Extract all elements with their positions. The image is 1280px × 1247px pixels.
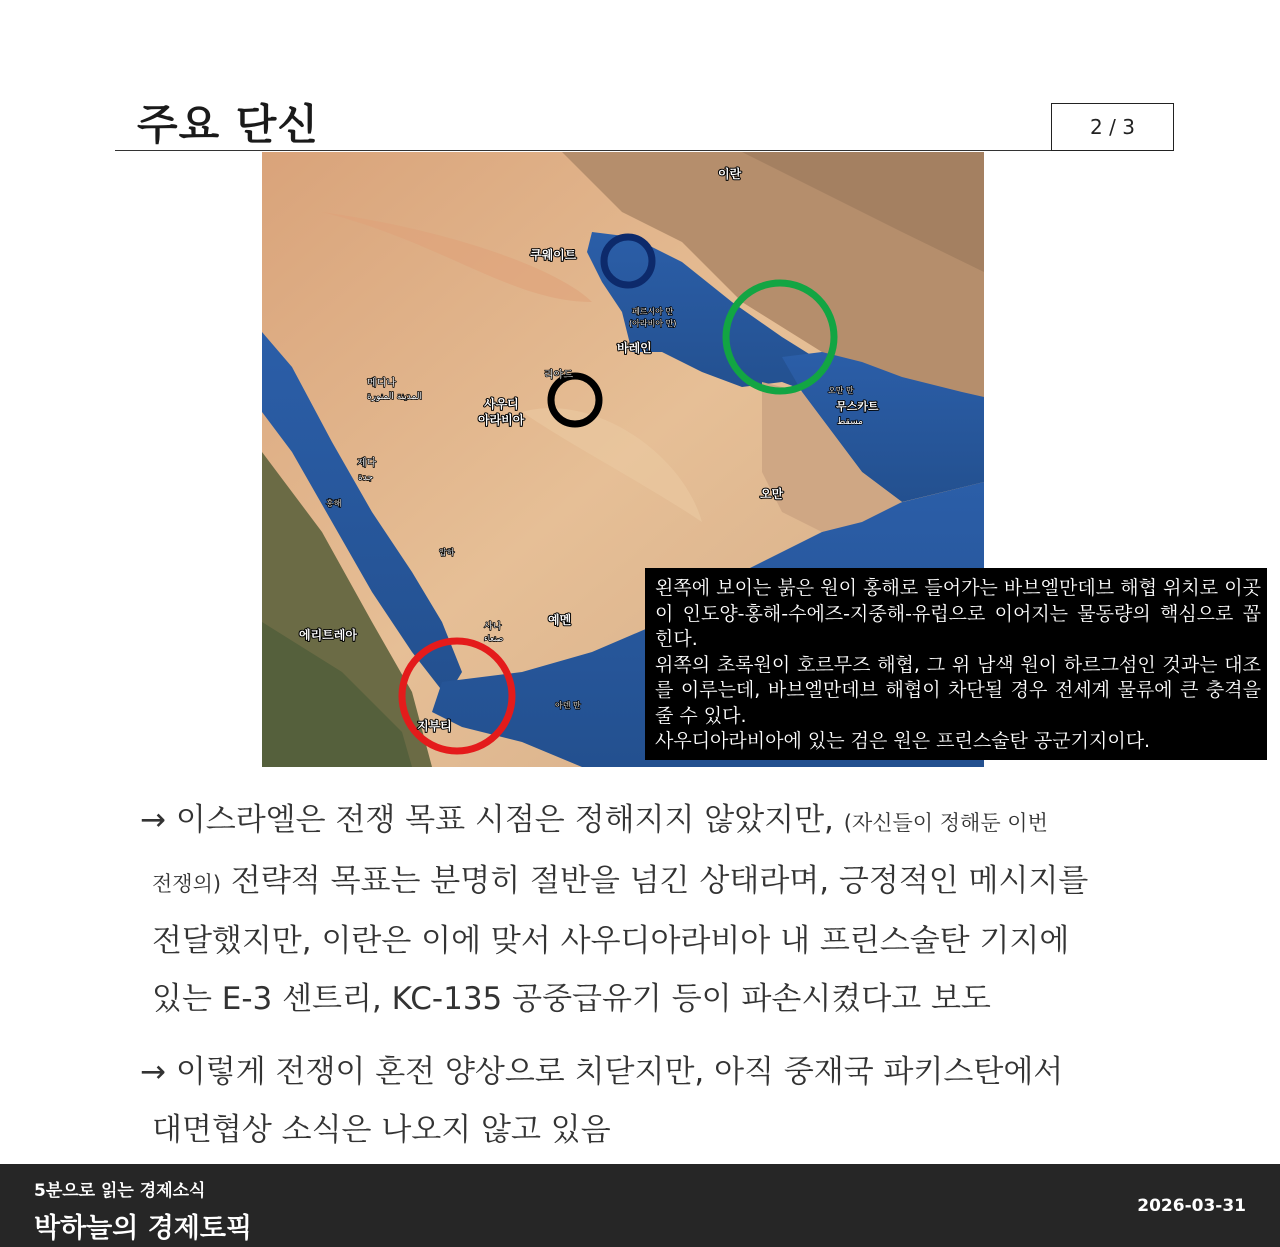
label-abha: 압하: [439, 548, 455, 557]
caption-paragraph-1: 왼쪽에 보이는 붉은 원이 홍해로 들어가는 바브엘만데브 해협 위치로 이곳이 인도양-홍해-수에즈-지중해-유럽으로 이어지는 물동량의 핵심으로 꼽힌다.: [655, 577, 1261, 650]
footer-subtitle: 5분으로 읽는 경제소식: [34, 1181, 206, 1201]
footer-date: 2026-03-31: [1137, 1196, 1246, 1216]
label-eritrea: 에리트레아: [299, 628, 357, 642]
label-sanaa: 사나: [484, 622, 502, 632]
label-gulf-of-oman: 오만 만: [828, 386, 854, 395]
para1-line4: 있는 E-3 센트리, KC-135 공중급유기 등이 파손시켰다고 보도: [152, 980, 991, 1017]
title-divider: [115, 150, 1052, 151]
footer-brand: 박하늘의 경제토픽: [34, 1213, 253, 1244]
para2-line2: 대면협상 소식은 나오지 않고 있음: [152, 1111, 611, 1148]
label-medina: 메디나: [367, 378, 396, 389]
label-riyadh: 리야드: [544, 370, 573, 381]
body-text: [140, 792, 1180, 1175]
para1-aside-1: (자신들이 정해둔 이번: [843, 811, 1048, 835]
paragraph-1: [140, 792, 1180, 1028]
label-iran: 이란: [718, 167, 742, 181]
label-saudi-2: 아라비아: [478, 413, 525, 427]
label-bahrain: 바레인: [617, 341, 652, 355]
label-persian-gulf-2: (아라비아 만): [629, 319, 677, 328]
label-medina-ar: المدينة المنورة: [367, 392, 422, 402]
paragraph-2: [140, 1044, 1180, 1159]
label-red-sea: 홍해: [326, 499, 342, 508]
para2-line1: 이렇게 전쟁이 혼전 양상으로 치닫지만, 아직 중재국 파키스탄에서: [175, 1054, 1064, 1090]
caption-paragraph-3: 사우디아라비아에 있는 검은 원은 프린스술탄 공군기지이다.: [655, 730, 1151, 752]
caption-paragraph-2: 위쪽의 초록원이 호르무즈 해협, 그 위 남색 원이 하르그섬인 것과는 대조를 이루는데, 바브엘만데브 해협이 차단될 경우 전세계 물류에 큰 충격을 줄 수 있다.: [655, 653, 1261, 727]
label-jeddah: 제다: [357, 458, 377, 469]
para1-line3: 전달했지만, 이란은 이에 맞서 사우디아라비아 내 프린스술탄 기지에: [152, 923, 1070, 959]
para1-line1: 이스라엘은 전쟁 목표 시점은 정해지지 않았지만,: [175, 802, 844, 838]
para1-line2: 전략적 목표는 분명히 절반을 넘긴 상태라며, 긍정적인 메시지를: [221, 862, 1089, 899]
para1-aside-2: 전쟁의): [152, 871, 222, 896]
label-oman: 오만: [760, 487, 784, 501]
page-title: 주요 단신: [137, 100, 319, 149]
label-sanaa-ar: صنعاء: [484, 634, 504, 643]
label-yemen: 예멘: [548, 613, 572, 627]
label-persian-gulf-1: 페르시아 만: [632, 307, 674, 316]
label-jeddah-ar: جدة: [358, 473, 374, 483]
label-gulf-of-aden: 아덴 만: [555, 701, 581, 710]
label-kuwait: 쿠웨이트: [530, 248, 577, 262]
label-djibouti: 지부티: [417, 719, 452, 733]
arrow-icon: →: [140, 1054, 166, 1090]
arrow-icon: →: [140, 802, 166, 838]
footer-bar: [0, 1164, 1280, 1247]
page-indicator: 2 / 3: [1051, 103, 1174, 151]
label-saudi-1: 사우디: [484, 397, 519, 411]
map-caption-box: [645, 568, 1267, 760]
label-muscat-ar: مسقط: [837, 417, 863, 427]
label-muscat: 무스카트: [836, 400, 879, 413]
